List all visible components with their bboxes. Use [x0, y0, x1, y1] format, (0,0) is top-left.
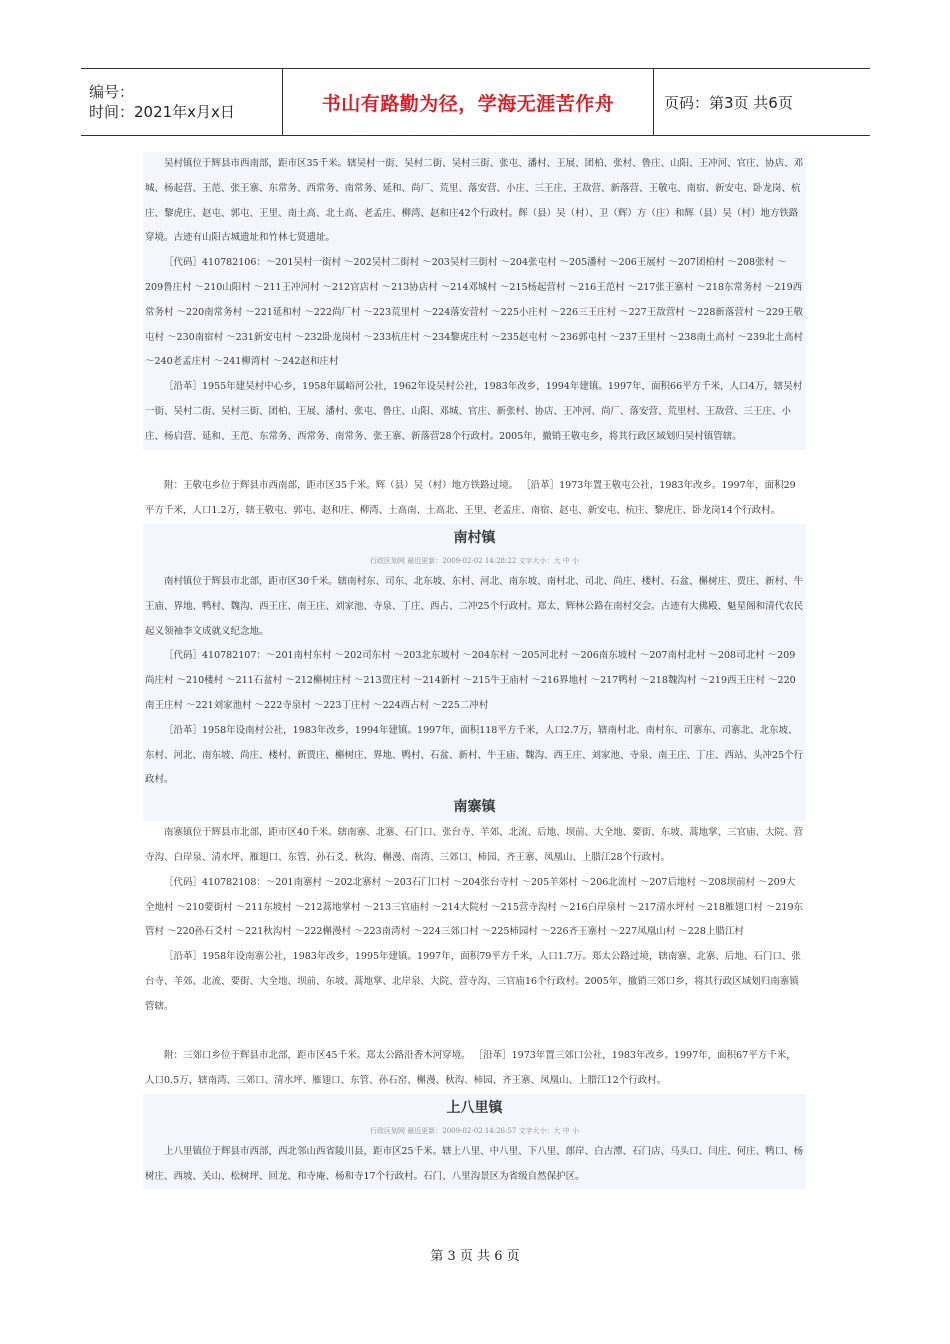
document-body	[143, 152, 806, 1189]
nancun-intro: 南村镇位于辉县市北部，距市区30千米。辖南村东、司东、北东坡、东村、河北、南东坡、南村北、司北、尚庄、楼村、石盆、槲树庄、贾庄、新村、牛王庙、界地、鸭村、魏沟、西王庄、南王庄、刘家池、寺泉、丁庄、西占、二冲25个行政村。郑太、辉林公路在南村交会。古迹有大佛殿、魁星阁和清代农民起义领袖李文成就义纪念地。	[145, 575, 804, 637]
doc-number-label: 编号：	[89, 83, 135, 101]
nanzhai-history: ［沿革］1958年设南寨公社，1983年改乡，1995年建镇。1997年，面积79平方千米，人口1.7万。郑太公路过境，辖南寨、北寨、后地、石门口、张台寺、羊郊、北流、要街、大全地、坝前、东坡、蒿地掌、北岸泉、大院、营寺沟、三官庙16个行政村。2005年，撤销三郊口乡，将其行政区域划归南寨镇管辖。	[145, 951, 801, 1012]
shangbali-intro: 上八里镇位于辉县市西部，西北邻山西省陵川县，距市区25千米。辖上八里、中八里、下八里、郎岸、白古潭、石门店、马头口、闫庄、何庄、鸭口、杨树庄、西坡、关山、松树坪、回龙、和寺庵、杨和寺17个行政村。石门、八里沟景区为省级自然保护区。	[145, 1145, 804, 1182]
page-header	[81, 68, 870, 136]
section-wucun	[143, 152, 806, 450]
spacer	[143, 450, 806, 475]
nanzhai-intro: 南寨镇位于辉县市北部，距市区40千米。辖南寨、北寨、石门口、张台寺、羊郊、北流、后地、坝前、大全地、要街、东坡、蒿地掌、三官庙、大院、营寺沟、白岸泉、清水坪、雁翅口、东管、孙石爻、秋沟、槲漫、南湾、三郊口、柿园、齐王寨、凤凰山、上腊江28个行政村。	[145, 827, 804, 863]
spacer	[143, 1020, 806, 1045]
section-wangjingtun	[143, 474, 806, 524]
shangbali-meta: 行政区划网 最近更新：2009-02-02 14:26:57 文字大小：大 中 小	[370, 1126, 579, 1135]
nanzhai-title: 南寨镇	[143, 793, 806, 821]
section-shangbali	[143, 1094, 806, 1190]
header-motto: 书山有路勤为径，学海无涯苦作舟	[321, 92, 615, 115]
doc-time-label: 时间：2021年x月x日	[89, 103, 235, 121]
nancun-history: ［沿革］1958年设南村公社，1983年改乡，1994年建镇。1997年，面积118平方千米，人口2.7万，辖南村北、南村东、司寨东、司寨北、北东坡、东村、河北、南东坡、尚庄、楼村、新贾庄、槲树庄、界地、鸭村、石盆、新村、牛王庙、魏沟、西王庄、刘家池、寺泉、南王庄、丁庄、西站、头冲25个行政村。	[145, 724, 804, 786]
nanzhai-codes: ［代码］410782108：～201南寨村 ～202北寨村 ～203石门口村 ～204张台寺村 ～205羊郊村 ～206北流村 ～207后地村 ～208坝前村 ～209大全地村 ～210要街村 ～211东坡村 ～212蒿地掌村 ～213三官庙村 ～214大院村 ～215营寺沟村 ～216白岸泉村 ～217清水坪村 ～218雁翅口村 ～219东管村 ～220孙石爻村 ～221秋沟村 ～222槲漫村 ～223南湾村 ～224三郊口村 ～225柿园村 ～226齐王寨村 ～227凤凰山村 ～228上腊江村	[145, 876, 804, 938]
sanjiaokou-appendix: 附：三郊口乡位于辉县市北部，距市区45千米。郑太公路沿香木河穿境。 ［沿革］1973年置三郊口公社，1983年改乡。1997年，面积67平方千米，人口0.5万，辖南湾、三郊口、清水坪、雁翅口、东管、孙石窑、槲漫、秋沟、柿园、齐王寨、凤凰山、上腊江12个行政村。	[145, 1050, 796, 1087]
header-page-label: 页码：第3页 共6页	[664, 93, 793, 112]
wucun-intro: 吴村镇位于辉县市西南部，距市区35千米。辖吴村一街、吴村二街、吴村三街、张屯、潘村、王展、团柏、张村、鲁庄、山阳、王冲河、官庄、协店、邓城、杨起营、王范、张王寨、东常务、西常务、南常务、延和、尚厂、荒里、落安营、小庄、三王庄、王敌营、新落营、王敬屯、南宿、新安屯、卧龙岗、杭庄、黎虎庄、赵屯、郭屯、王里、南土高、北土高、老孟庄、柳湾、赵和庄42个行政村。辉（县）吴（村）、卫（辉）方（庄）和辉（县）吴（村）地方铁路穿境。古迹有山阳古城遗址和竹林七贤遗址。	[145, 158, 804, 244]
header-page-cell	[654, 69, 870, 135]
wucun-codes: ［代码］410782106：～201吴村一街村 ～202吴村二街村 ～203吴村三街村 ～204张屯村 ～205潘村 ～206王展村 ～207团柏村 ～208张村 ～209鲁庄村 ～210山阳村 ～211王冲河村 ～212官店村 ～213协店村 ～214邓城村 ～215杨起营村 ～216王范村 ～217张王寨村 ～218东常务村 ～219西常务村 ～220南常务村 ～221延和村 ～222尚厂村 ～223荒里村 ～224落安营村 ～225小庄村 ～226三王庄村 ～227王敌营村 ～228新落营村 ～229王敬屯村 ～230南宿村 ～231新安屯村 ～232卧龙岗村 ～233杭庄村 ～234黎虎庄村 ～235赵屯村 ～236郭屯村 ～237王里村 ～238南土高村 ～239北土高村 ～240老孟庄村 ～241柳湾村 ～242赵和庄村	[145, 257, 804, 368]
header-motto-cell	[283, 69, 654, 135]
nancun-codes: ［代码］410782107：～201南村东村 ～202司东村 ～203北东坡村 ～204东村 ～205河北村 ～206南东坡村 ～207南村北村 ～208司北村 ～209尚庄村 ～210楼村 ～211石盆村 ～212槲树庄村 ～213贾庄村 ～214新村 ～215牛王庙村 ～216界地村 ～217鸭村 ～218魏沟村 ～219西王庄村 ～220南王庄村 ～221刘家池村 ～222寺泉村 ～223丁庄村 ～224西占村 ～225二冲村	[145, 650, 796, 711]
section-nancun	[143, 524, 806, 793]
wucun-history: ［沿革］1955年建吴村中心乡，1958年属峪河公社，1962年设吴村公社，1983年改乡，1994年建镇。1997年，面积66平方千米，人口4万，辖吴村一街、吴村二街、吴村三街、团柏、王展、潘村、张屯、鲁庄、山阳、邓城、官庄、新张村、协店、王冲河、尚厂、落安营、荒里村、王敌营、三王庄、小庄、杨启营、延和、王范、东常务、西常务、南常务、张王寨、新落营28个行政村。2005年，撤销王敬屯乡，将其行政区域划归吴村镇管辖。	[145, 381, 803, 442]
nancun-title: 南村镇	[453, 529, 496, 546]
header-info-cell	[81, 69, 283, 135]
page-footer: 第 3 页 共 6 页	[430, 1249, 520, 1264]
nancun-meta: 行政区划网 最近更新：2009-02-02 14:28:22 文字大小：大 中 小	[370, 556, 579, 565]
section-nanzhai	[143, 793, 806, 1094]
wangjingtun-appendix: 附：王敬屯乡位于辉县市西南部，距市区35千米。辉（县）吴（村）地方铁路过境。 ［沿革］1973年置王敬屯公社，1983年改乡。1997年，面积29平方千米，人口1.2万，辖王敬屯、郭屯、赵和庄、柳湾、土高南、土高北、王里、老孟庄、南宿、赵屯、新安屯、杭庄、黎虎庄、卧龙岗14个行政村。	[145, 480, 796, 517]
shangbali-title: 上八里镇	[446, 1099, 503, 1116]
